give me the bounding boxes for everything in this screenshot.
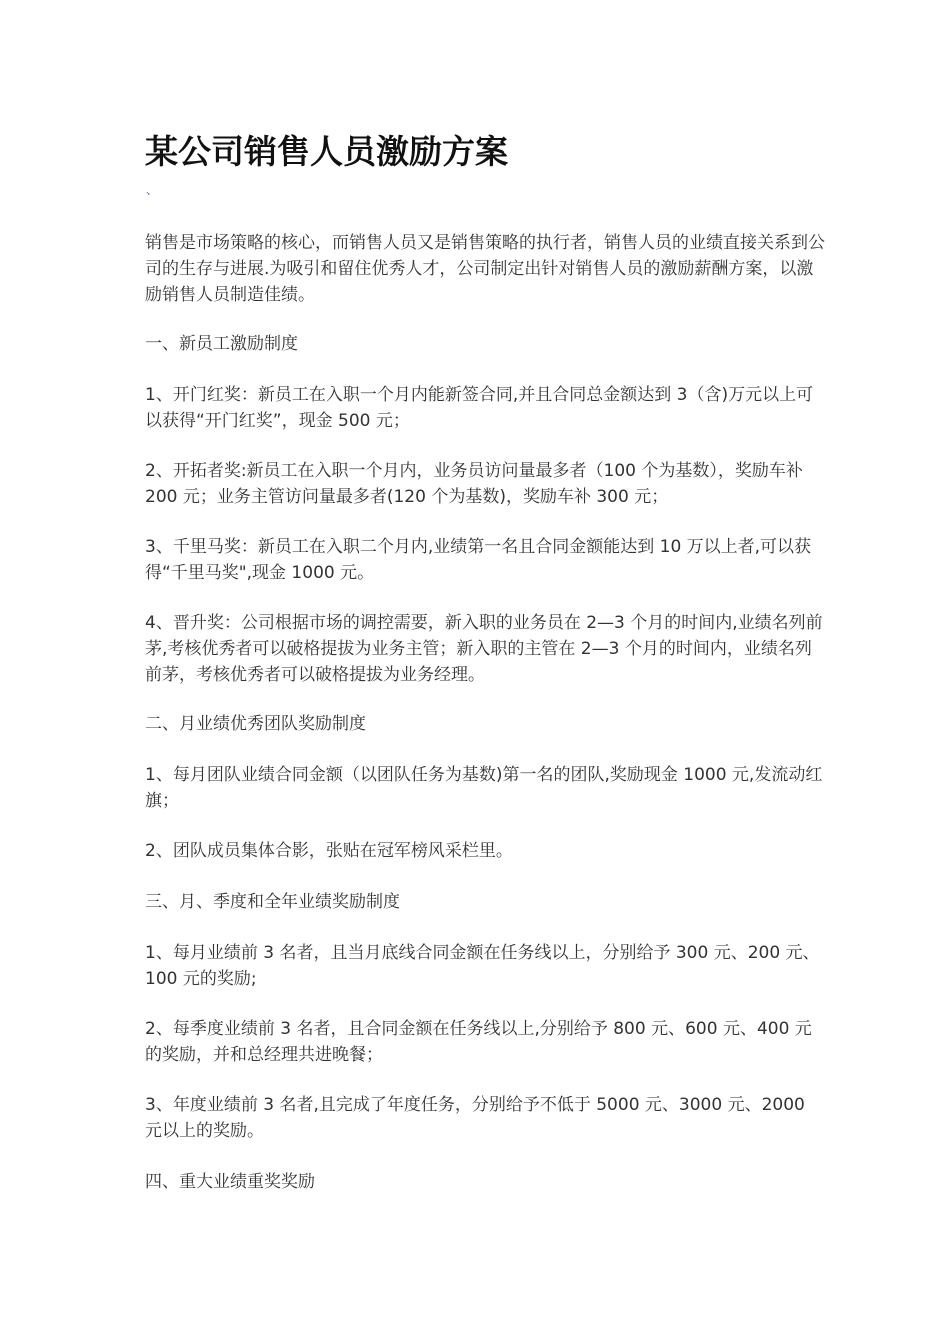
section2-item-2: 2、团队成员集体合影，张贴在冠军榜风采栏里。	[145, 841, 513, 861]
title-mark: 、	[146, 183, 159, 197]
section3-item-1: 1、每月业绩前 3 名者，且当月底线合同金额在任务线以上，分别给予 300 元、200 元、100 元的奖励;	[145, 943, 820, 989]
intro-paragraph: 销售是市场策略的核心，而销售人员又是销售策略的执行者，销售人员的业绩直接关系到公司的生存与进展.为吸引和留住优秀人才，公司制定出针对销售人员的激励薪酬方案，以激励销售人员制造佳绩。	[145, 233, 825, 305]
section1-item-4: 4、晋升奖：公司根据市场的调控需要，新入职的业务员在 2—3 个月的时间内,业绩名列前茅,考核优秀者可以破格提拔为业务主管；新入职的主管在 2—3 个月的时间内，业绩名列前茅，考核优秀者可以破格提拔为业务经理。	[145, 613, 823, 685]
section-heading-2: 二、月业绩优秀团队奖励制度	[145, 714, 366, 734]
section2-item-1: 1、每月团队业绩合同金额（以团队任务为基数)第一名的团队,奖励现金 1000 元,发流动红旗；	[145, 765, 823, 811]
section-heading-1: 一、新员工激励制度	[145, 334, 298, 354]
section1-item-3: 3、千里马奖：新员工在入职二个月内,业绩第一名且合同金额能达到 10 万以上者,可以获得“千里马奖",现金 1000 元。	[145, 537, 812, 583]
section-heading-3: 三、月、季度和全年业绩奖励制度	[145, 892, 400, 912]
page-title: 某公司销售人员激励方案	[145, 132, 508, 171]
section1-item-2: 2、开拓者奖:新员工在入职一个月内，业务员访问量最多者（100 个为基数），奖励车补 200 元；业务主管访问量最多者(120 个为基数)，奖励车补 300 元；	[145, 461, 803, 507]
section3-item-2: 2、每季度业绩前 3 名者，且合同金额在任务线以上,分别给予 800 元、600 元、400 元的奖励，并和总经理共进晚餐；	[145, 1019, 812, 1065]
section-heading-4: 四、重大业绩重奖奖励	[145, 1172, 315, 1192]
section3-item-3: 3、年度业绩前 3 名者,且完成了年度任务，分别给予不低于 5000 元、3000 元、2000 元以上的奖励。	[145, 1095, 805, 1141]
section1-item-1: 1、开门红奖：新员工在入职一个月内能新签合同,并且合同总金额达到 3（含)万元以上可以获得“开门红奖”，现金 500 元；	[145, 385, 814, 431]
